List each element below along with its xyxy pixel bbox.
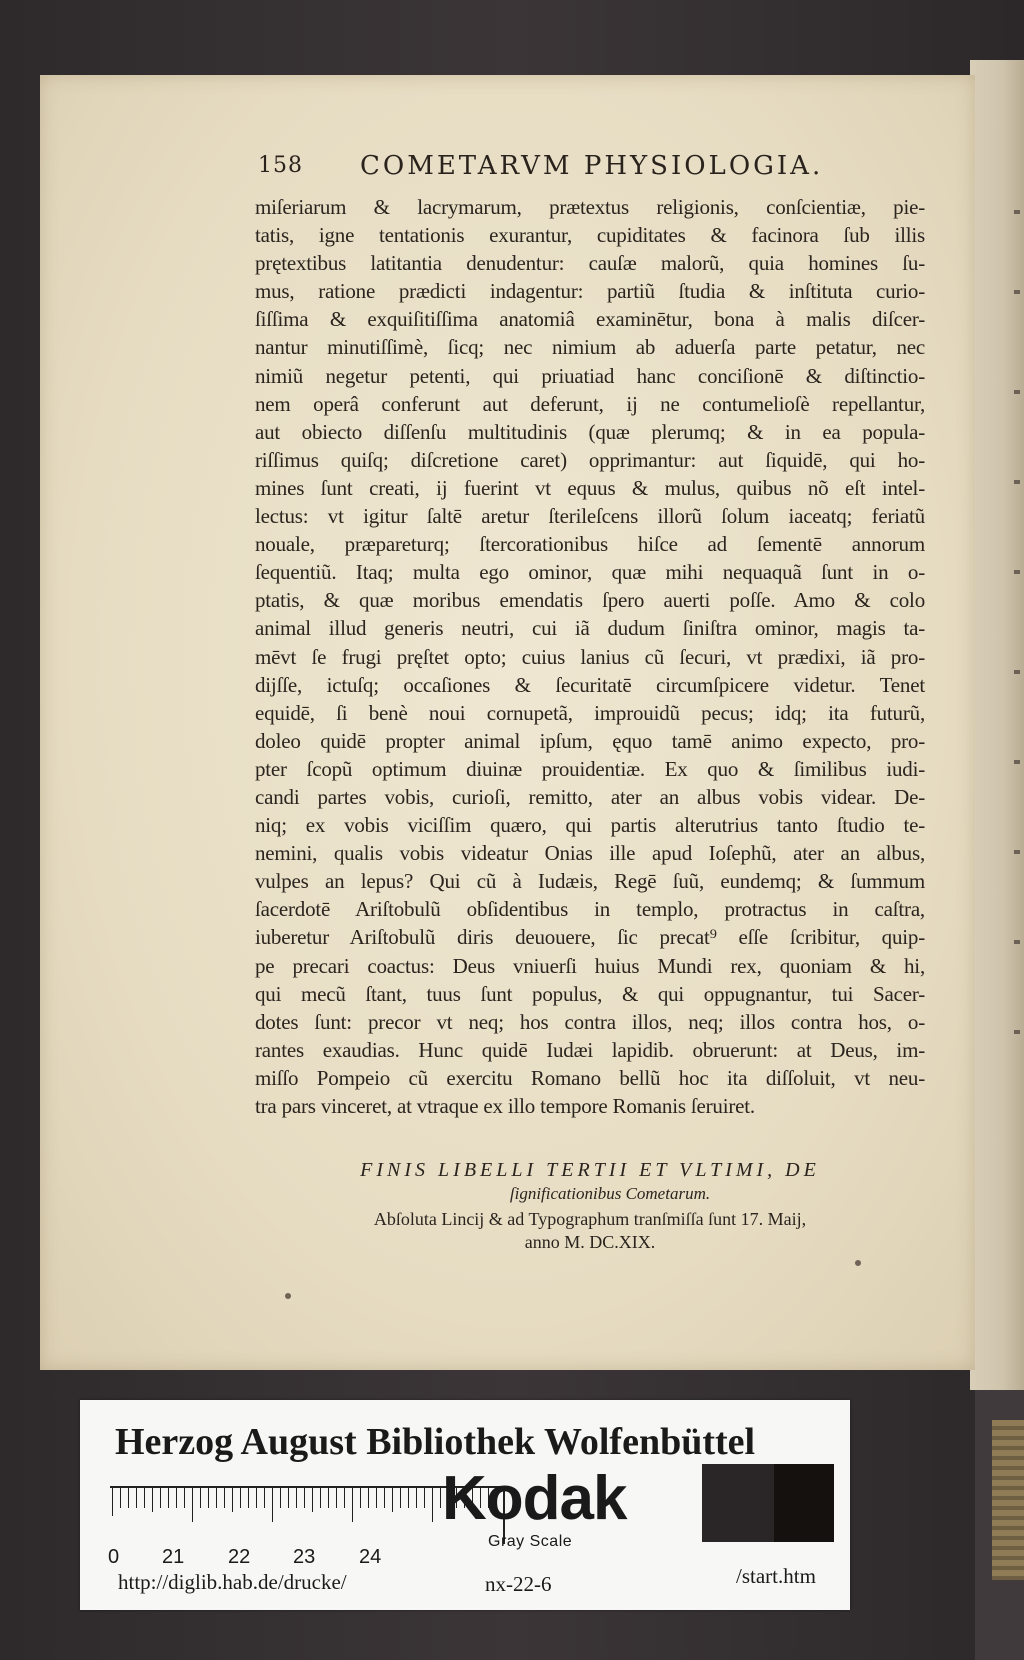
ruler-tick [240, 1486, 241, 1508]
edge-mark [1014, 850, 1020, 854]
text-line: dotes ſunt: precor vt neq; hos contra illos, neq; illos contra hos, o- [255, 1009, 925, 1034]
text-line: nemini, qualis vobis videatur Onias ille apud Ioſephũ, ater an albus, [255, 841, 925, 866]
ruler-tick [376, 1486, 377, 1508]
text-line: aut obiecto diſſenſu multitudinis (quæ plerumq; & in ea popula- [255, 419, 925, 444]
text-line: miſeriarum & lacrymarum, prætextus religionis, conſcientiæ, pie- [255, 195, 925, 219]
ruler-tick [176, 1486, 177, 1508]
ruler-tick [408, 1486, 409, 1508]
ruler-tick [168, 1486, 169, 1508]
text-line: riſſimus quiſq; diſcretione caret) opprimantur: aut ſiquidē, qui ho- [255, 447, 925, 472]
text-line: pter ſcopũ optimum diuinæ prouidentiæ. Ex quo & ſimilibus iudi- [255, 756, 925, 781]
edge-mark [1014, 760, 1020, 764]
text-line: ſacerdotē Ariſtobulũ obſidentibus in templo, protractus in caſtra, [255, 897, 925, 922]
text-line: mus, ratione prædicti indagentur: partiũ ſtudia & inſtituta curio- [255, 279, 925, 304]
text-line: nouale, præpareturq; ſtercorationibus hiſce ad ſementē annorum [255, 532, 925, 557]
text-line: rantes exaudias. Hunc quidē Iudæi lapidib. obruerunt: at Deus, im- [255, 1037, 925, 1062]
text-line: nantur minutiſſimè, ſicq; nec nimium ab aduerſa parte petatur, nec [255, 335, 925, 360]
ruler-tick [360, 1486, 361, 1508]
ruler-tick [328, 1486, 329, 1508]
ruler-tick [344, 1486, 345, 1508]
ruler-tick [256, 1486, 257, 1508]
gray-scale-label: Gray Scale [488, 1533, 573, 1550]
text-line: ſiſſima & exquiſitiſſima anatomiâ examinētur, bona à malis diſcer- [255, 307, 925, 332]
ruler-tick [216, 1486, 217, 1508]
ruler-tick [288, 1486, 289, 1508]
ruler-label: 21 [162, 1546, 185, 1568]
edge-mark [1014, 1030, 1020, 1034]
ruler-tick [312, 1486, 313, 1512]
ruler-tick [416, 1486, 417, 1508]
text-line: nem operâ conferunt aut deferunt, ij ne contumelioſè repellantur, [255, 391, 925, 416]
text-line: iuberetur Ariſtobulũ diris deuouere, ſic precat⁹ eſſe ſcribitur, quip- [255, 925, 925, 950]
book-binding-edge [992, 1420, 1024, 1580]
paper-speck [285, 1293, 291, 1299]
ruler-label: 0 [108, 1546, 120, 1568]
ruler-tick [208, 1486, 209, 1508]
edge-mark [1014, 570, 1020, 574]
edge-mark [1014, 940, 1020, 944]
text-line: mines ſunt creati, ij fuerint vt equus & mulus, quibus nõ eſt intel- [255, 475, 925, 500]
text-line: qui mecũ ſtant, tuus ſunt populus, & qui oppugnantur, tui Sacer- [255, 981, 925, 1006]
text-line: ſequentiũ. Itaq; multa ego ominor, quæ mihi nequaquã ſunt in o- [255, 560, 925, 585]
ruler-tick [432, 1486, 433, 1522]
ruler-tick [336, 1486, 337, 1508]
ruler-tick [424, 1486, 425, 1508]
running-title: COMETARVM PHYSIOLOGIA. [360, 151, 824, 181]
edge-mark [1014, 290, 1020, 294]
ruler-tick [368, 1486, 369, 1508]
library-name: Herzog August Bibliothek Wolfenbüttel [115, 1421, 756, 1463]
text-line: niq; ex vobis viciſſim quæro, qui partis alterutrius tanto ſtudio te- [255, 813, 925, 838]
ruler-tick [200, 1486, 201, 1508]
ruler-tick [144, 1486, 145, 1508]
text-line: pe precari coactus: Deus vniuerſi huius Mundi rex, quoniam & hi, [255, 953, 925, 978]
text-line: tatis, igne tentationis exurantur, cupiditates & facinora ſub illis [255, 223, 925, 248]
facing-page-edge [970, 60, 1024, 1390]
gray-swatch [702, 1464, 774, 1542]
ruler-tick [120, 1486, 121, 1508]
text-line: equidē, ſi benè noui cornupetã, improuidũ pecus; idq; ita futurũ, [255, 700, 925, 725]
ruler-tick [400, 1486, 401, 1508]
text-line: nimiũ negetur petenti, qui priuatiad hanc conciſionē & diſtinctio- [255, 363, 925, 388]
text-line: prętextibus latitantia denudentur: cauſæ malorũ, quia homines ſu- [255, 251, 925, 276]
url-base-link[interactable]: http://diglib.hab.de/drucke/ [118, 1570, 347, 1594]
text-line: mēvt ſe frugi pręſtet opto; cuius lanius cũ ſecuri, vt prædixi, iã pro- [255, 644, 925, 669]
ruler-tick [440, 1486, 441, 1508]
ruler-tick [304, 1486, 305, 1508]
kodak-color-card [80, 1400, 850, 1610]
ruler-tick [384, 1486, 385, 1508]
ruler-tick [224, 1486, 225, 1508]
paper-speck [855, 1260, 861, 1266]
ruler-label: 24 [359, 1546, 382, 1568]
text-line: vulpes an lepus? Qui cũ à Iudæis, Regē ſuũ, eundemq; & ſummum [255, 869, 925, 894]
ruler-tick [248, 1486, 249, 1508]
ruler-tick [160, 1486, 161, 1508]
black-swatch [774, 1464, 834, 1542]
text-line: candi partes vobis, curioſi, remitto, ater an albus vobis videar. De- [255, 784, 925, 809]
ruler-tick [280, 1486, 281, 1508]
ruler-tick [136, 1486, 137, 1508]
page-number: 158 [258, 153, 303, 178]
edge-mark [1014, 670, 1020, 674]
text-line: tra pars vinceret, at vtraque ex illo tempore Romanis ſeruiret. [255, 1094, 755, 1118]
kodak-logo: Kodak [442, 1464, 627, 1533]
text-line: doleo quidē propter animal ipſum, ęquo tamē animo expecto, pro- [255, 728, 925, 753]
ruler-tick [392, 1486, 393, 1512]
ruler-tick [112, 1486, 113, 1516]
url-start-link[interactable]: /start.htm [736, 1564, 816, 1588]
url-shelfmark: nx-22-6 [485, 1572, 552, 1596]
ruler-tick [232, 1486, 233, 1512]
text-line: dijſſe, ictuſq; occaſiones & ſecuritatē circumſpicere videtur. Tenet [255, 672, 925, 697]
ruler-tick [272, 1486, 273, 1522]
edge-mark [1014, 390, 1020, 394]
text-line: ptatis, & quæ moribus emendatis ſpero auerti poſſe. Amo & colo [255, 588, 925, 613]
edge-mark [1014, 210, 1020, 214]
ruler-tick [352, 1486, 353, 1522]
colophon-date: anno M. DC.XIX. [524, 1232, 656, 1252]
edge-mark [1014, 480, 1020, 484]
ruler-label: 22 [228, 1546, 251, 1568]
colophon-subtitle: ſignificationibus Cometarum. [509, 1184, 711, 1203]
ruler-tick [152, 1486, 153, 1512]
colophon-finis: FINIS LIBELLI TERTII ET VLTIMI, DE [360, 1159, 820, 1181]
colophon-imprint: Abſoluta Lincij & ad Typographum tranſmiſſa ſunt 17. Maij, [373, 1209, 807, 1229]
ruler-tick [192, 1486, 193, 1522]
ruler-tick [296, 1486, 297, 1508]
ruler-tick [128, 1486, 129, 1508]
text-line: lectus: vt igitur ſaltē aretur ſterileſcens illorũ ſolum iaceatq; feriatũ [255, 504, 925, 529]
text-line: animal illud generis neutri, cui iã dudum ſiniſtra ominor, magis ta- [255, 616, 925, 641]
ruler-tick [184, 1486, 185, 1508]
ruler-tick [264, 1486, 265, 1508]
body-text [255, 193, 925, 1120]
text-line: miſſo Pompeio cũ exercitu Romano bellũ hoc ita diſſoluit, vt neu- [255, 1065, 925, 1090]
ruler-tick [320, 1486, 321, 1508]
ruler-label: 23 [293, 1546, 316, 1568]
book-page [40, 75, 975, 1370]
colophon [255, 1157, 925, 1253]
